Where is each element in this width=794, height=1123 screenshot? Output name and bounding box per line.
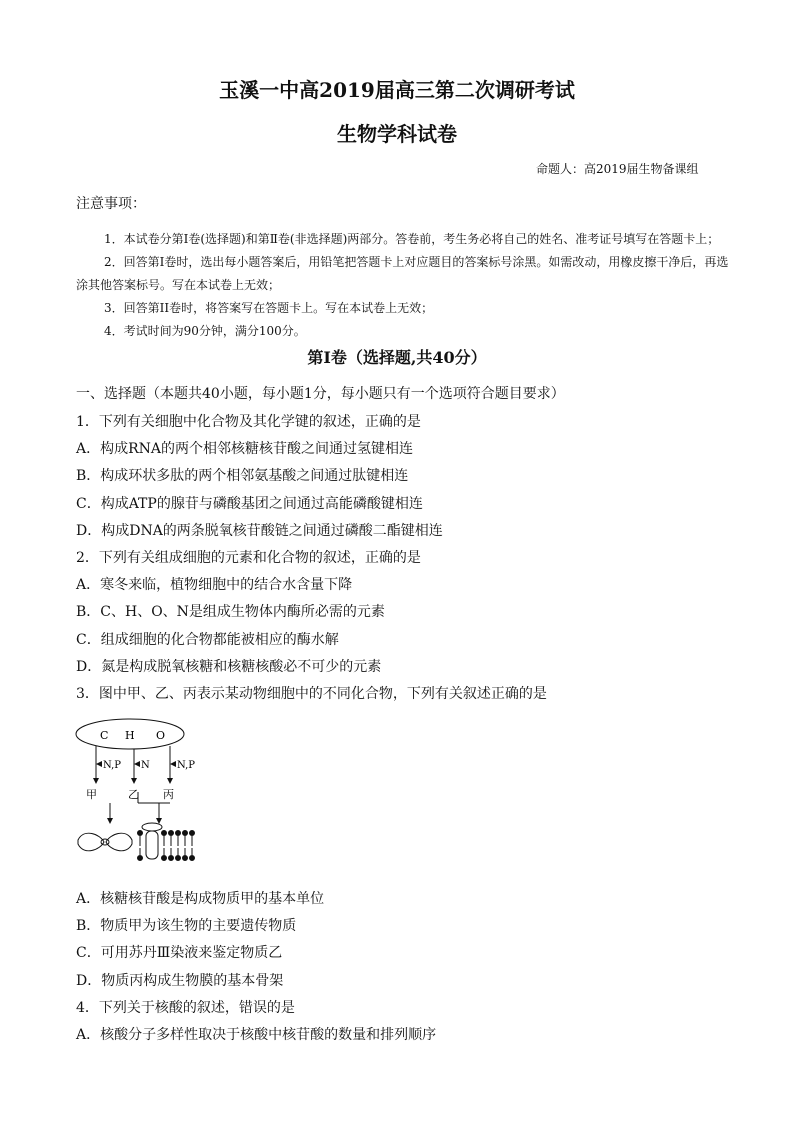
compound-label: 甲 (86, 788, 97, 801)
notice-heading: 注意事项： (76, 196, 146, 212)
arrow-label: N (141, 760, 150, 771)
dna-structure-icon (78, 833, 132, 851)
question-option: D．物质丙构成生物膜的基本骨架 (76, 973, 284, 989)
compound-label: 乙 (128, 788, 139, 801)
question-option: A．核酸分子多样性取决于核酸中核苷酸的数量和排列顺序 (76, 1027, 437, 1043)
section-title: 第Ⅰ卷（选择题,共40分） (307, 348, 487, 367)
question-stem: 1．下列有关细胞中化合物及其化学键的叙述，正确的是 (76, 414, 421, 430)
question-option: D．构成DNA的两条脱氧核苷酸链之间通过磷酸二酯键相连 (76, 523, 443, 539)
question-option: A．核糖核苷酸是构成物质甲的基本单位 (76, 891, 325, 907)
arrowhead (167, 778, 173, 784)
question-option: B．构成环状多肽的两个相邻氨基酸之间通过肽键相连 (76, 468, 409, 484)
question-stem: 2．下列有关组成细胞的元素和化合物的叙述，正确的是 (76, 550, 421, 566)
compound-diagram-svg (74, 718, 214, 868)
question-option: C．可用苏丹Ⅲ染液来鉴定物质乙 (76, 945, 283, 961)
notice-item: 3．回答第II卷时，将答案写在答题卡上。写在本试卷上无效； (104, 301, 434, 315)
question-option: B．物质甲为该生物的主要遗传物质 (76, 918, 297, 934)
notice-item: 涂其他答案标号。写在本试卷上无效； (76, 278, 281, 292)
author-line: 命题人：高2019届生物备课组 (536, 162, 699, 176)
question-stem: 3．图中甲、乙、丙表示某动物细胞中的不同化合物，下列有关叙述正确的是 (76, 686, 547, 702)
arrowhead (107, 818, 113, 824)
membrane-bilayer-icon (138, 823, 195, 861)
notice-item: 2．回答第Ⅰ卷时，选出每小题答案后，用铅笔把答题卡上对应题目的答案标号涂黑。如需改动，用橡皮擦干净后，再选 (104, 255, 729, 269)
notice-item: 4．考试时间为90分钟，满分100分。 (104, 324, 306, 338)
page-subtitle: 生物学科试卷 (337, 122, 457, 146)
arrowhead (96, 761, 102, 767)
question-option: A．构成RNA的两个相邻核糖核苷酸之间通过氢键相连 (76, 441, 414, 457)
question-option: D．氮是构成脱氧核糖和核糖核酸必不可少的元素 (76, 659, 382, 675)
question-stem: 4．下列关于核酸的叙述，错误的是 (76, 1000, 295, 1016)
arrowhead (170, 761, 176, 767)
element-label: O (156, 729, 166, 742)
question-option: B．C、H、O、N是组成生物体内酶所必需的元素 (76, 604, 385, 620)
arrowhead (131, 778, 137, 784)
element-label: H (125, 729, 135, 742)
question-option: A．寒冬来临，植物细胞中的结合水含量下降 (76, 577, 353, 593)
page-title: 玉溪一中高2019届高三第二次调研考试 (219, 78, 575, 102)
arrowhead (134, 761, 140, 767)
notice-item: 1．本试卷分第Ⅰ卷(选择题)和第Ⅱ卷(非选择题)两部分。答卷前，考生务必将自己的姓名、准考证号填写在答题卡上； (104, 232, 720, 246)
question-option: C．构成ATP的腺苷与磷酸基团之间通过高能磷酸键相连 (76, 496, 423, 512)
question-option: C．组成细胞的化合物都能被相应的酶水解 (76, 632, 339, 648)
compound-diagram (74, 718, 214, 872)
section-intro: 一、选择题（本题共40小题，每小题1分，每小题只有一个选项符合题目要求） (76, 386, 565, 402)
arrow-label: N,P (177, 760, 196, 771)
arrowhead (93, 778, 99, 784)
element-label: C (100, 729, 109, 742)
compound-label: 丙 (163, 788, 174, 801)
arrow-label: N,P (103, 760, 122, 771)
